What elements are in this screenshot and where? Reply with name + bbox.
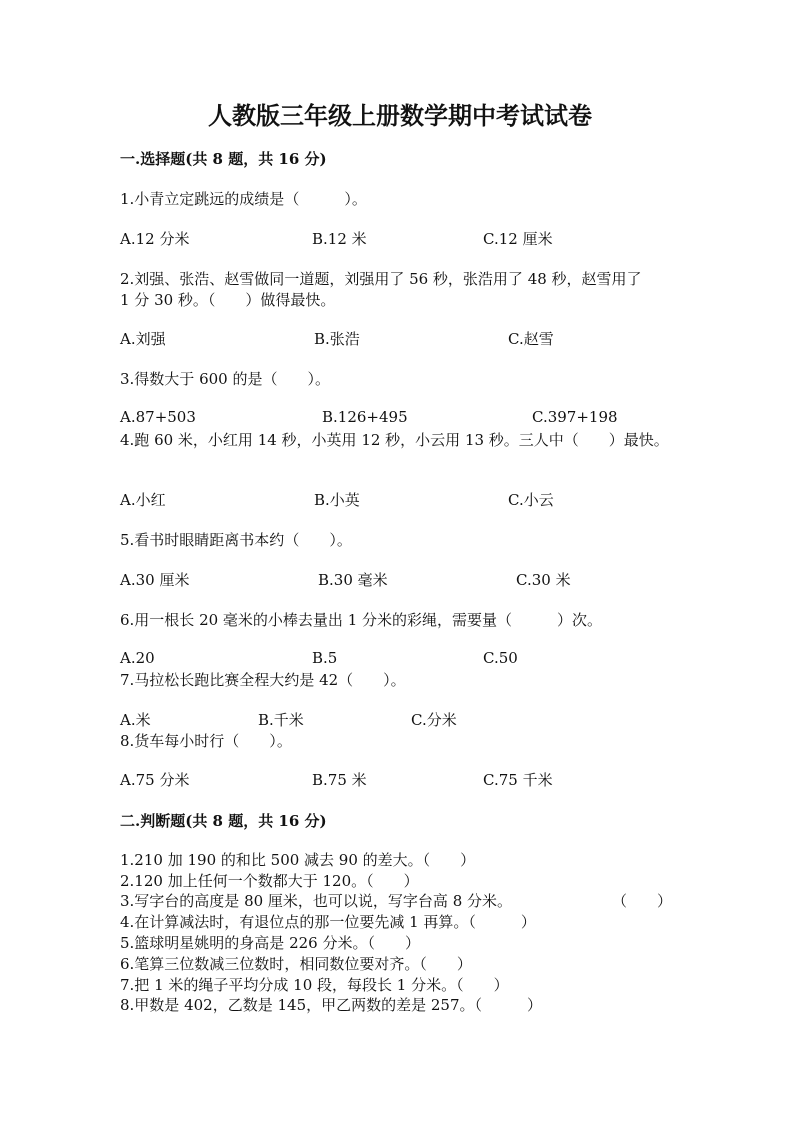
- option-a: A.12 分米: [120, 230, 190, 248]
- question-text: 1.小青立定跳远的成绩是（ ）。: [120, 190, 367, 208]
- judgement-item: 6.笔算三位数减三位数时，相同数位要对齐。（ ）: [120, 955, 472, 973]
- question-text: 5.看书时眼睛距离书本约（ ）。: [120, 531, 352, 549]
- judgement-item: 5.篮球明星姚明的身高是 226 分米。（ ）: [120, 934, 420, 952]
- option-a: A.刘强: [120, 330, 166, 348]
- exam-title: 人教版三年级上册数学期中考试试卷: [208, 101, 592, 130]
- option-a: A.米: [120, 711, 151, 729]
- option-a: A.20: [120, 649, 155, 667]
- question-text: 7.马拉松长跑比赛全程大约是 42（ ）。: [120, 671, 406, 689]
- option-c: C.分米: [411, 711, 457, 729]
- option-c: C.12 厘米: [483, 230, 553, 248]
- section-heading-judgement: 二.判断题(共 8 题，共 16 分): [120, 812, 327, 830]
- option-c: C.30 米: [516, 571, 571, 589]
- option-b: B.5: [312, 649, 338, 667]
- judgement-item: 2.120 加上任何一个数都大于 120。（ ）: [120, 872, 419, 890]
- option-b: B.30 毫米: [318, 571, 388, 589]
- judgement-item: 1.210 加 190 的和比 500 减去 90 的差大。（ ）: [120, 851, 476, 869]
- question-text: 3.得数大于 600 的是（ ）。: [120, 370, 330, 388]
- section-heading-choice: 一.选择题(共 8 题，共 16 分): [120, 150, 327, 168]
- option-c: C.50: [483, 649, 518, 667]
- judgement-item: 4.在计算减法时，有退位点的那一位要先减 1 再算。（ ）: [120, 913, 536, 931]
- answer-bracket: （ ）: [612, 892, 673, 910]
- option-b: B.张浩: [314, 330, 360, 348]
- option-b: B.126+495: [322, 408, 408, 426]
- option-c: C.赵雪: [508, 330, 554, 348]
- option-b: B.小英: [314, 491, 360, 509]
- option-a: A.87+503: [120, 408, 196, 426]
- question-text: 8.货车每小时行（ ）。: [120, 732, 292, 750]
- option-c: C.小云: [508, 491, 554, 509]
- option-c: C.397+198: [532, 408, 618, 426]
- option-b: B.12 米: [312, 230, 367, 248]
- option-c: C.75 千米: [483, 771, 553, 789]
- question-text: 1 分 30 秒。（ ）做得最快。: [120, 291, 336, 309]
- option-a: A.75 分米: [120, 771, 190, 789]
- question-text: 4.跑 60 米，小红用 14 秒，小英用 12 秒，小云用 13 秒。三人中（ ）最快。: [120, 431, 669, 449]
- option-a: A.小红: [120, 491, 166, 509]
- option-a: A.30 厘米: [120, 571, 190, 589]
- judgement-item: 8.甲数是 402，乙数是 145，甲乙两数的差是 257。（ ）: [120, 996, 543, 1014]
- option-b: B.千米: [258, 711, 304, 729]
- question-text: 2.刘强、张浩、赵雪做同一道题，刘强用了 56 秒，张浩用了 48 秒，赵雪用了: [120, 270, 642, 288]
- judgement-item: 7.把 1 米的绳子平均分成 10 段，每段长 1 分米。（ ）: [120, 976, 509, 994]
- judgement-item: 3.写字台的高度是 80 厘米，也可以说，写字台高 8 分米。: [120, 892, 513, 910]
- question-text: 6.用一根长 20 毫米的小棒去量出 1 分米的彩绳，需要量（ ）次。: [120, 611, 603, 629]
- option-b: B.75 米: [312, 771, 367, 789]
